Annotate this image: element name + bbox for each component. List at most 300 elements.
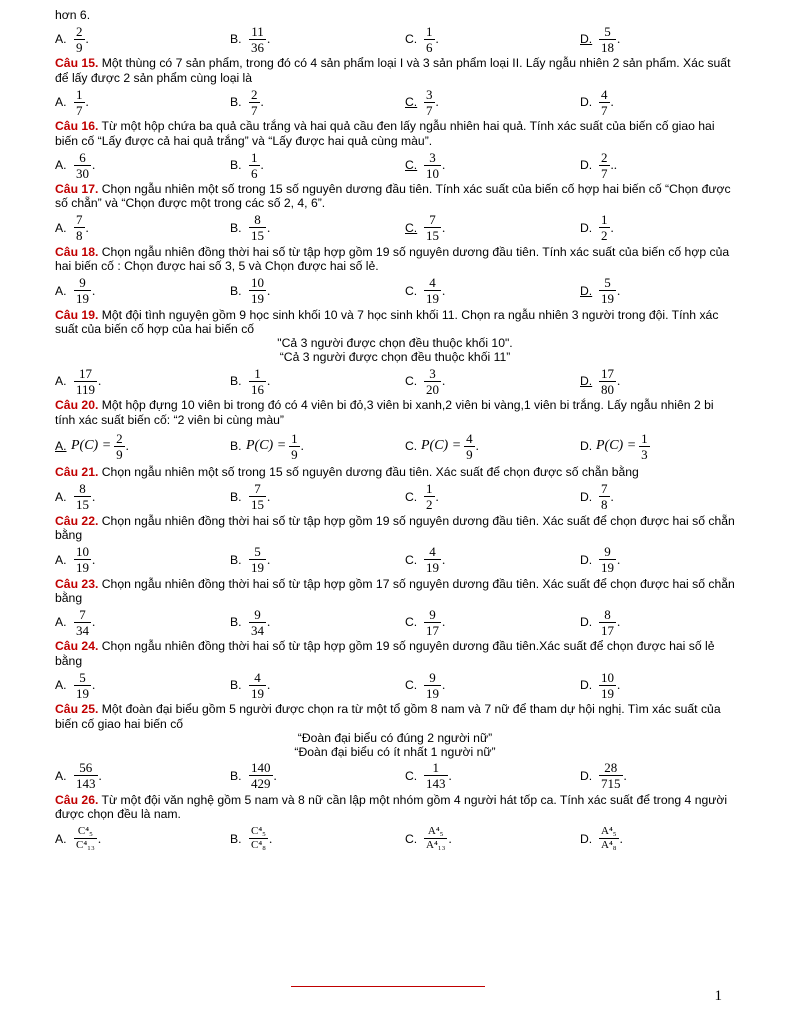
fraction-numerator: C⁴₅ <box>251 825 267 838</box>
fraction-denominator: 15 <box>251 228 264 244</box>
option-letter: A. <box>55 831 67 846</box>
answer-option <box>405 480 439 514</box>
answer-option <box>230 543 270 577</box>
fraction-denominator: 143 <box>76 776 96 792</box>
fraction-denominator: 6 <box>426 39 433 55</box>
fraction-denominator: C⁴₈ <box>251 839 267 852</box>
option-punct: . <box>267 614 271 630</box>
option-punct: . <box>267 219 271 235</box>
option-fraction <box>249 88 260 117</box>
option-punct: . <box>92 282 96 298</box>
option-fraction <box>114 432 125 461</box>
fraction-numerator: 2 <box>76 23 83 39</box>
option-fraction <box>249 671 266 700</box>
option-letter: B. <box>230 283 242 298</box>
questions <box>55 56 735 855</box>
option-punct: . <box>442 219 446 235</box>
fraction-numerator: 140 <box>251 760 271 776</box>
fraction-numerator: 3 <box>429 365 436 381</box>
answer-option <box>55 274 95 308</box>
answer-options <box>55 274 735 308</box>
answer-options <box>55 759 735 793</box>
answer-option <box>230 822 272 856</box>
answer-option <box>580 211 614 245</box>
option-letter: A. <box>55 439 67 454</box>
option-fraction <box>424 151 441 180</box>
option-fraction <box>249 545 266 574</box>
fraction-numerator: 8 <box>79 481 86 497</box>
option-fraction <box>249 761 273 790</box>
option-fraction <box>424 761 448 790</box>
fraction-numerator: 2 <box>251 86 258 102</box>
fraction-denominator: 30 <box>76 165 89 181</box>
option-letter: B. <box>230 32 242 47</box>
option-fraction <box>249 276 266 305</box>
fraction-numerator: 11 <box>251 23 264 39</box>
option-fraction <box>74 545 91 574</box>
question-number: Câu 23. <box>55 576 99 591</box>
fraction-denominator: 19 <box>601 560 614 575</box>
question-stem <box>55 793 735 822</box>
fraction-denominator: 19 <box>251 560 264 575</box>
option-letter: A. <box>55 615 67 630</box>
question-number: Câu 21. <box>55 465 99 480</box>
option-fraction <box>424 608 441 637</box>
option-punct: . <box>442 551 446 567</box>
fraction-denominator: 19 <box>76 291 89 307</box>
fraction-denominator: 8 <box>601 497 608 513</box>
question-text: Một hộp đựng 10 viên bi trong đó có 4 viên bi đỏ,3 viên bi xanh,2 viên bi vàng,1 viên bi trắng. Lấy ngẫu nhiên 2 bi tính xác suất biến cố: “2 viên bi cùng màu” <box>55 398 714 427</box>
option-letter: B. <box>230 615 242 630</box>
fraction-denominator: 3 <box>641 446 648 462</box>
fraction-denominator: 6 <box>251 165 258 181</box>
option-fraction <box>249 151 260 180</box>
option-letter: D. <box>580 615 593 630</box>
fraction-numerator: 5 <box>604 275 611 291</box>
option-fraction <box>424 826 447 851</box>
option-punct: . <box>267 373 271 389</box>
fraction-denominator: 20 <box>426 381 439 397</box>
answer-option <box>230 274 270 308</box>
option-letter: A. <box>55 374 67 389</box>
answer-option <box>580 759 627 793</box>
answer-option <box>405 211 445 245</box>
option-punct: . <box>273 767 277 783</box>
option-letter: C. <box>405 374 418 389</box>
option-punct: . <box>610 219 614 235</box>
option-punct: . <box>125 438 129 454</box>
fraction-denominator: 8 <box>76 228 83 244</box>
option-letter: C. <box>405 768 418 783</box>
option-letter: B. <box>230 220 242 235</box>
answer-option <box>55 211 89 245</box>
option-fraction <box>74 25 85 54</box>
option-letter: C. <box>405 489 418 504</box>
fraction-denominator: 19 <box>251 685 264 701</box>
fraction-denominator: 2 <box>426 497 433 513</box>
answer-option <box>230 22 270 56</box>
fraction-numerator: 7 <box>254 481 261 497</box>
answer-option <box>405 274 445 308</box>
option-prefix: P(C) = <box>71 438 112 454</box>
option-letter: C. <box>405 552 418 567</box>
event-statement: "Cả 3 người được chọn đều thuộc khối 10". <box>277 336 513 351</box>
question-stem <box>55 245 735 274</box>
fraction-numerator: A⁴₅ <box>427 825 444 838</box>
option-fraction <box>74 826 97 851</box>
answer-option <box>405 85 439 119</box>
option-prefix: P(C) = <box>421 438 462 454</box>
fraction-denominator: 9 <box>116 446 123 462</box>
answer-option <box>405 822 452 856</box>
fraction-denominator: 19 <box>251 291 264 307</box>
question-number: Câu 26. <box>55 792 99 807</box>
question-stem <box>55 398 735 427</box>
question-number: Câu 24. <box>55 639 99 654</box>
answer-option <box>405 759 452 793</box>
option-fraction <box>424 276 441 305</box>
fraction-numerator: 7 <box>79 606 86 622</box>
footer-divider <box>291 986 485 987</box>
option-punct: . <box>300 438 304 454</box>
option-letter: A. <box>55 283 67 298</box>
answer-option <box>580 668 620 702</box>
answer-option <box>405 668 445 702</box>
option-fraction <box>249 608 266 637</box>
fraction-numerator: 6 <box>79 149 86 165</box>
option-letter: A. <box>55 768 67 783</box>
question-number: Câu 22. <box>55 513 99 528</box>
option-letter: C. <box>405 220 418 235</box>
fraction-numerator: 28 <box>604 760 618 776</box>
fraction-denominator: 10 <box>426 165 439 181</box>
option-punct: . <box>617 373 621 389</box>
option-punct: . <box>260 94 264 110</box>
option-letter: B. <box>230 768 242 783</box>
option-letter: B. <box>230 552 242 567</box>
option-fraction <box>74 213 85 242</box>
answer-option <box>55 605 95 639</box>
option-fraction <box>424 25 435 54</box>
option-letter: B. <box>230 158 242 173</box>
fraction-numerator: 1 <box>426 481 433 497</box>
option-letter: D. <box>580 768 593 783</box>
option-punct: . <box>623 767 627 783</box>
question-number: Câu 25. <box>55 702 99 717</box>
fraction-denominator: 7 <box>251 102 258 118</box>
fraction-numerator: 8 <box>604 606 611 622</box>
fraction-numerator: 10 <box>251 275 264 291</box>
question-text: Chọn ngẫu nhiên đồng thời hai số từ tập hợp gồm 17 số nguyên dương đầu tiên. Xác suất để chọn được hai số chẵn bằng <box>55 576 735 605</box>
fraction-numerator: 4 <box>254 669 261 685</box>
option-fraction <box>599 276 616 305</box>
fraction-numerator: 9 <box>429 606 436 622</box>
option-punct: . <box>619 830 623 846</box>
question-block <box>55 56 735 119</box>
option-fraction <box>464 432 475 461</box>
fraction-numerator: 10 <box>601 669 614 685</box>
fraction-denominator: A⁴₈ <box>601 839 617 852</box>
option-punct: . <box>617 551 621 567</box>
fraction-numerator: 5 <box>79 669 86 685</box>
option-punct: . <box>442 157 446 173</box>
fraction-denominator: 19 <box>426 685 439 701</box>
option-letter: C. <box>405 158 418 173</box>
option-punct: . <box>267 282 271 298</box>
answer-options <box>55 364 735 398</box>
answer-option <box>580 85 614 119</box>
option-fraction <box>599 826 619 851</box>
option-punct: . <box>98 767 102 783</box>
fraction-numerator: 2 <box>116 430 123 446</box>
option-punct: . <box>92 157 96 173</box>
option-fraction <box>424 545 441 574</box>
answer-options <box>55 822 735 856</box>
option-letter: C. <box>405 283 418 298</box>
fraction-denominator: 15 <box>426 228 439 244</box>
answer-option <box>55 822 101 856</box>
option-letter: D. <box>580 220 593 235</box>
fraction-denominator: 19 <box>601 291 614 307</box>
option-fraction <box>599 608 616 637</box>
question-text: Một thùng có 7 sản phẩm, trong đó có 4 sản phẩm loại I và 3 sản phẩm loại II. Lấy ngẫu nhiên 2 sản phẩm. Xác suất để lấy được 2 sản phẩm cùng loại là <box>55 56 731 85</box>
option-fraction <box>599 25 616 54</box>
option-punct: . <box>442 282 446 298</box>
answer-option <box>580 605 620 639</box>
fraction-denominator: A⁴₁₃ <box>426 839 446 852</box>
option-letter: D. <box>580 678 593 693</box>
option-letter: A. <box>55 678 67 693</box>
fraction-numerator: 4 <box>601 86 608 102</box>
answer-option <box>230 85 264 119</box>
option-letter: D. <box>580 489 593 504</box>
question-number: Câu 19. <box>55 307 99 322</box>
option-letter: A. <box>55 489 67 504</box>
answer-option <box>55 759 102 793</box>
fraction-numerator: 8 <box>254 212 261 228</box>
option-fraction <box>74 367 97 396</box>
answer-option <box>580 22 620 56</box>
option-letter: D. <box>580 439 593 454</box>
answer-options <box>55 543 735 577</box>
question-block <box>55 182 735 245</box>
option-prefix: P(C) = <box>246 438 287 454</box>
fraction-numerator: 4 <box>429 275 436 291</box>
option-letter: B. <box>230 439 242 454</box>
option-punct: . <box>85 94 89 110</box>
option-punct: . <box>85 31 89 47</box>
option-fraction <box>599 151 610 180</box>
fraction-denominator: 7 <box>76 102 83 118</box>
question-stem <box>55 577 735 606</box>
fraction-numerator: 10 <box>76 544 89 559</box>
question-stem <box>55 639 735 668</box>
fraction-denominator: 80 <box>601 381 614 397</box>
option-punct: . <box>260 157 264 173</box>
option-fraction <box>289 432 300 461</box>
answer-option <box>405 148 445 182</box>
option-fraction <box>424 367 441 396</box>
option-letter: C. <box>405 615 418 630</box>
question-block <box>55 398 735 465</box>
option-fraction <box>424 213 441 242</box>
question-stem <box>55 182 735 211</box>
answer-options <box>55 148 735 182</box>
option-punct: . <box>269 830 273 846</box>
answer-options <box>55 211 735 245</box>
question-stem <box>55 56 735 85</box>
option-letter: A. <box>55 95 67 110</box>
option-letter: B. <box>230 95 242 110</box>
question-block <box>55 793 735 856</box>
question-block <box>55 514 735 577</box>
option-punct: . <box>435 488 439 504</box>
question-text: Một đoàn đại biểu gồm 5 người được chọn ra từ một tổ gồm 8 nam và 7 nữ để tham dự hội nghị. Tìm xác suất của biến cố giao hai biến cố <box>55 702 721 731</box>
option-punct: . <box>610 488 614 504</box>
option-letter: C. <box>405 95 418 110</box>
answer-option <box>580 364 620 398</box>
question-number: Câu 17. <box>55 182 99 197</box>
option-punct: . <box>448 830 452 846</box>
option-letter: C. <box>405 831 418 846</box>
option-punct: . <box>617 31 621 47</box>
fraction-denominator: 119 <box>76 381 96 397</box>
option-letter: D. <box>580 283 593 298</box>
option-letter: D. <box>580 552 593 567</box>
answer-option <box>55 427 129 465</box>
fraction-denominator: 34 <box>76 622 89 638</box>
option-punct: . <box>92 551 96 567</box>
option-punct: . <box>267 551 271 567</box>
option-fraction <box>599 671 616 700</box>
option-letter: B. <box>230 831 242 846</box>
question-text: Một đội tình nguyện gồm 9 học sinh khối 10 và 7 học sinh khối 11. Chọn ra ngẫu nhiên 3 người trong đội. Tính xác suất của biến cố hợp của hai biến cố <box>55 307 719 337</box>
option-fraction <box>74 88 85 117</box>
fraction-denominator: 9 <box>291 446 298 462</box>
question-block <box>55 308 735 399</box>
intro-text: hơn 6. <box>55 8 91 22</box>
option-fraction <box>74 671 91 700</box>
option-fraction <box>74 608 91 637</box>
answer-option <box>230 605 270 639</box>
question-text: Từ một đội văn nghệ gồm 5 nam và 8 nữ cần lập một nhóm gồm 4 người hát tốp ca. Tính xác suất để trong 4 người được chọn đều là nam. <box>55 792 728 822</box>
answer-option <box>55 364 101 398</box>
fraction-numerator: 7 <box>76 212 83 228</box>
event-statement: “Đoàn đại biểu có đúng 2 người nữ” <box>297 730 493 745</box>
question-block <box>55 119 735 182</box>
answer-options <box>55 605 735 639</box>
answer-option <box>230 480 270 514</box>
question-block <box>55 577 735 640</box>
option-punct: . <box>85 219 89 235</box>
fraction-numerator: 7 <box>601 481 608 497</box>
fraction-numerator: 4 <box>466 430 473 446</box>
answer-option <box>55 148 95 182</box>
fraction-numerator: 1 <box>601 212 608 228</box>
fraction-numerator: A⁴₅ <box>601 825 617 838</box>
option-fraction <box>249 826 268 851</box>
question-text: Chọn ngẫu nhiên đồng thời hai số từ tập hợp gồm 19 số nguyên dương đầu tiên. Xác suất để chọn được hai số chẵn bằng <box>55 513 735 543</box>
answer-option <box>55 22 89 56</box>
answer-option <box>405 22 439 56</box>
answer-options <box>55 427 735 465</box>
option-fraction <box>599 367 616 396</box>
option-fraction <box>599 88 610 117</box>
fraction-denominator: 2 <box>601 228 608 244</box>
answer-option <box>580 543 620 577</box>
answer-option <box>230 148 264 182</box>
fraction-denominator: 9 <box>466 446 473 462</box>
option-fraction <box>599 213 610 242</box>
option-fraction <box>74 151 91 180</box>
fraction-denominator: 17 <box>426 622 439 638</box>
fraction-numerator: 1 <box>291 430 298 446</box>
fraction-numerator: 9 <box>79 275 86 291</box>
question-number: Câu 20. <box>55 398 99 413</box>
fraction-denominator: 19 <box>426 291 439 307</box>
option-fraction <box>599 761 623 790</box>
question-block <box>55 702 735 793</box>
answer-option <box>580 148 617 182</box>
question-stem <box>55 308 735 337</box>
fraction-denominator: 15 <box>251 497 264 513</box>
option-letter: D. <box>580 831 593 846</box>
option-punct: . <box>435 94 439 110</box>
question-stem <box>55 119 735 148</box>
question-stem <box>55 702 735 731</box>
answer-option <box>405 364 445 398</box>
event-statement: “Đoàn đại biểu có ít nhất 1 người nữ” <box>294 744 496 759</box>
fraction-denominator: 18 <box>601 39 614 55</box>
question-block <box>55 465 735 513</box>
option-letter: A. <box>55 158 67 173</box>
fraction-numerator: 5 <box>604 23 611 39</box>
fraction-denominator: 7 <box>601 102 608 118</box>
fraction-denominator: 36 <box>251 39 264 55</box>
option-letter: D. <box>580 158 593 173</box>
answer-option <box>405 543 445 577</box>
answer-option <box>230 211 270 245</box>
option-fraction <box>639 432 650 461</box>
option-fraction <box>599 482 610 511</box>
question-text: Chọn ngẫu nhiên một số trong 15 số nguyên dương đầu tiên. Tính xác suất của biến cố hợp hai biến cố “Chọn được số chẵn” và “Chọn được một trong các số 2, 4, 6”. <box>55 182 731 211</box>
option-punct: . <box>92 614 96 630</box>
option-fraction <box>424 88 435 117</box>
option-letter: A. <box>55 552 67 567</box>
option-punct: . <box>448 767 452 783</box>
fraction-numerator: 9 <box>604 544 611 559</box>
event-statement: “Cả 3 người được chọn đều thuộc khối 11” <box>279 350 511 365</box>
answer-option <box>55 85 89 119</box>
answer-option <box>580 822 623 856</box>
answer-option <box>405 427 479 465</box>
answer-option <box>580 480 614 514</box>
option-punct: . <box>475 438 479 454</box>
answer-option <box>580 274 620 308</box>
fraction-denominator: 143 <box>426 776 446 792</box>
fraction-denominator: C⁴₁₃ <box>76 839 95 852</box>
option-punct: .. <box>610 157 617 173</box>
option-fraction <box>74 276 91 305</box>
question-block <box>55 639 735 702</box>
fraction-denominator: 15 <box>76 497 89 513</box>
option-fraction <box>249 25 266 54</box>
fraction-numerator: 1 <box>641 430 648 446</box>
option-letter: D. <box>580 32 593 47</box>
option-letter: B. <box>230 678 242 693</box>
fraction-numerator: 1 <box>426 23 433 39</box>
question-number: Câu 15. <box>55 56 99 71</box>
